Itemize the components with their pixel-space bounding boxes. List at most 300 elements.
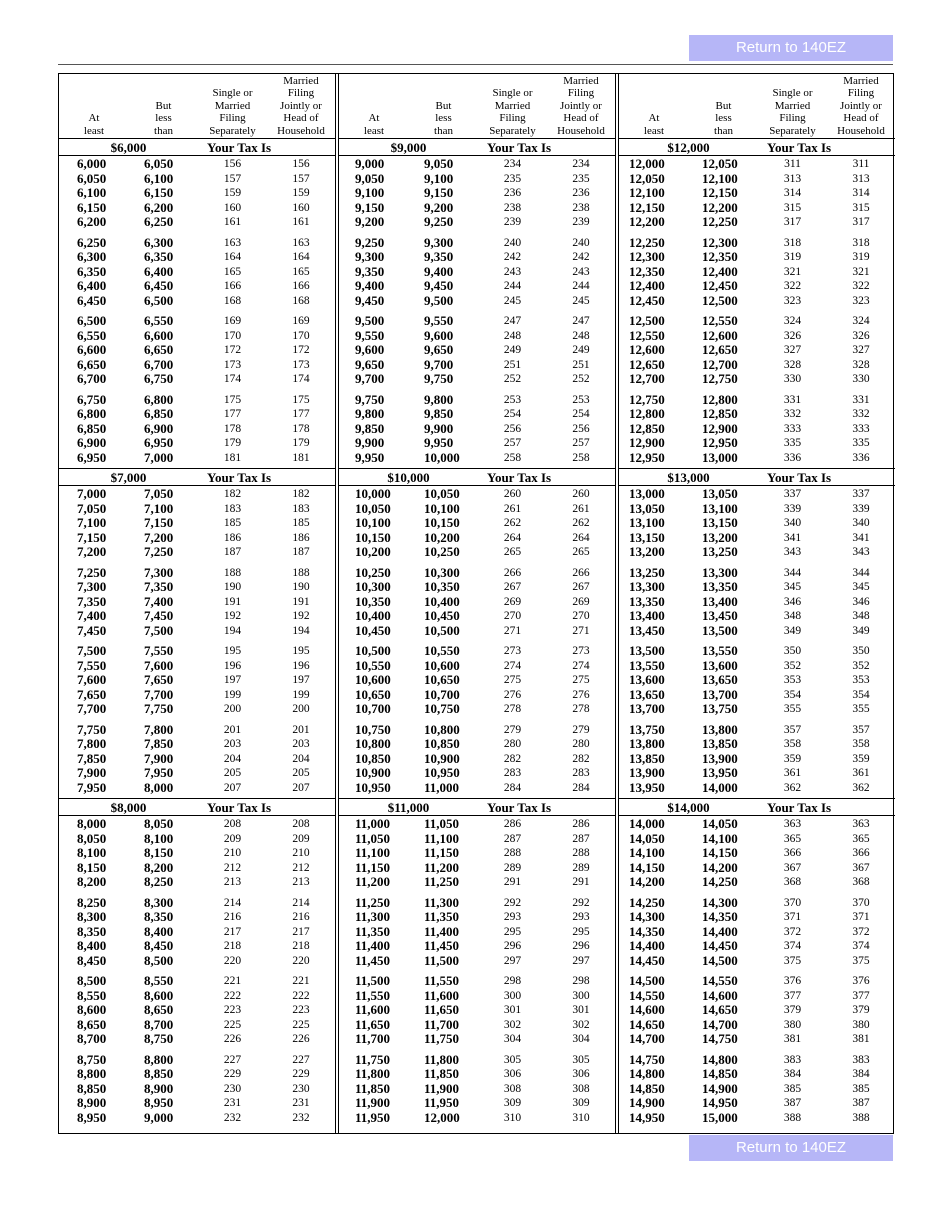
table-row xyxy=(59,609,335,624)
header-at-least-line: At xyxy=(88,112,100,125)
but-less-than-value: 12,450 xyxy=(702,278,738,293)
single-tax-value: 213 xyxy=(223,876,242,888)
at-least-value: 7,600 xyxy=(77,672,107,687)
but-less-than-value: 6,750 xyxy=(144,371,174,386)
income-section xyxy=(59,799,335,1129)
single-tax-value: 363 xyxy=(783,818,802,830)
but-less-than-value: 12,350 xyxy=(702,249,738,264)
table-row xyxy=(339,314,615,329)
table-row xyxy=(339,236,615,251)
return-to-140ez-button[interactable]: Return to 140EZ xyxy=(689,35,893,61)
at-least-value: 10,150 xyxy=(355,529,391,545)
section-body xyxy=(59,156,335,469)
married-tax-value: 208 xyxy=(292,818,310,830)
at-least-value: 8,800 xyxy=(77,1066,107,1081)
but-less-than-value: 8,300 xyxy=(144,894,174,910)
married-tax-value: 173 xyxy=(292,358,310,371)
but-less-than-value: 12,850 xyxy=(702,406,738,421)
married-tax-value: 298 xyxy=(572,975,590,987)
but-less-than-value: 10,300 xyxy=(424,564,460,580)
married-tax-value: 232 xyxy=(292,1111,310,1124)
but-less-than-value: 7,200 xyxy=(144,529,174,545)
but-less-than-value: 13,600 xyxy=(702,657,738,673)
married-tax-value: 270 xyxy=(572,610,590,622)
married-tax-value: 333 xyxy=(852,422,870,435)
single-tax-value: 339 xyxy=(783,502,802,515)
single-tax-value: 218 xyxy=(223,940,242,952)
but-less-than-value: 6,150 xyxy=(144,185,174,200)
single-tax-value: 156 xyxy=(223,158,242,170)
table-row xyxy=(59,358,335,373)
married-tax-value: 317 xyxy=(852,216,870,228)
single-tax-value: 332 xyxy=(783,408,802,420)
married-tax-value: 216 xyxy=(292,911,310,923)
at-least-value: 14,150 xyxy=(629,859,665,875)
at-least-value: 11,050 xyxy=(355,830,391,846)
but-less-than-value: 7,400 xyxy=(144,593,174,609)
at-least-value: 13,600 xyxy=(629,672,665,687)
table-row xyxy=(59,781,335,796)
single-tax-value: 197 xyxy=(223,674,242,686)
single-tax-value: 304 xyxy=(503,1033,522,1045)
but-less-than-value: 7,450 xyxy=(144,608,174,623)
at-least-value: 13,200 xyxy=(629,544,665,559)
but-less-than-value: 7,550 xyxy=(144,643,174,658)
at-least-value: 9,200 xyxy=(355,214,385,229)
table-row xyxy=(619,688,895,703)
table-row xyxy=(619,832,895,847)
married-tax-value: 335 xyxy=(852,437,870,449)
table-row xyxy=(619,925,895,940)
at-least-value: 12,700 xyxy=(629,371,665,386)
married-tax-value: 172 xyxy=(292,344,310,356)
married-tax-value: 363 xyxy=(852,818,870,830)
at-least-value: 6,900 xyxy=(77,435,107,450)
single-tax-value: 178 xyxy=(223,422,242,435)
married-tax-value: 384 xyxy=(852,1068,870,1080)
but-less-than-value: 15,000 xyxy=(702,1109,738,1125)
row-group xyxy=(339,236,615,309)
row-group xyxy=(59,487,335,560)
row-group xyxy=(619,314,895,387)
single-tax-value: 367 xyxy=(783,861,802,874)
table-row xyxy=(339,516,615,531)
section-body xyxy=(59,486,335,799)
but-less-than-value: 9,750 xyxy=(424,371,454,386)
married-tax-value: 260 xyxy=(572,488,590,500)
married-tax-value: 248 xyxy=(572,329,590,342)
but-less-than-value: 10,500 xyxy=(424,622,460,638)
table-row xyxy=(339,566,615,581)
married-tax-value: 357 xyxy=(852,723,870,736)
table-row xyxy=(619,723,895,738)
single-tax-value: 217 xyxy=(223,925,242,938)
but-less-than-value: 14,200 xyxy=(702,859,738,875)
single-tax-value: 302 xyxy=(503,1018,522,1031)
at-least-value: 9,250 xyxy=(355,234,385,250)
married-tax-value: 266 xyxy=(572,566,590,579)
single-tax-value: 361 xyxy=(783,767,802,779)
section-amount: $6,000 xyxy=(110,140,147,155)
at-least-value: 8,050 xyxy=(77,830,107,846)
single-tax-value: 297 xyxy=(503,954,522,967)
table-row xyxy=(619,265,895,280)
table-row xyxy=(59,910,335,925)
but-less-than-value: 6,400 xyxy=(144,263,174,279)
at-least-value: 10,300 xyxy=(355,579,391,594)
married-tax-value: 311 xyxy=(852,158,870,170)
header-married-joint-hoh xyxy=(827,74,895,138)
but-less-than-value: 14,000 xyxy=(702,779,738,795)
but-less-than-value: 9,350 xyxy=(424,249,454,264)
single-tax-value: 344 xyxy=(783,566,802,579)
single-tax-value: 388 xyxy=(783,1111,802,1124)
your-tax-is-label: Your Tax Is xyxy=(767,140,832,155)
table-row xyxy=(339,974,615,989)
but-less-than-value: 11,100 xyxy=(424,830,460,846)
section-header xyxy=(339,799,615,816)
tax-table xyxy=(58,73,894,1134)
at-least-value: 11,350 xyxy=(355,923,391,939)
but-less-than-value: 10,000 xyxy=(424,449,460,465)
but-less-than-value: 13,850 xyxy=(702,736,738,751)
table-row xyxy=(59,172,335,187)
single-tax-value: 183 xyxy=(223,502,242,515)
row-group xyxy=(339,896,615,969)
single-tax-value: 257 xyxy=(503,437,522,449)
header-single-or-mfs-line: Single or xyxy=(492,87,533,100)
but-less-than-value: 7,000 xyxy=(144,449,174,465)
married-tax-value: 345 xyxy=(852,581,870,593)
but-less-than-value: 13,050 xyxy=(702,486,738,501)
married-tax-value: 362 xyxy=(852,781,870,794)
header-but-less-than xyxy=(409,74,478,138)
table-row xyxy=(619,250,895,265)
at-least-value: 14,500 xyxy=(629,973,665,988)
but-less-than-value: 13,550 xyxy=(702,643,738,658)
married-tax-value: 309 xyxy=(572,1097,590,1109)
single-tax-value: 362 xyxy=(783,781,802,794)
at-least-value: 12,500 xyxy=(629,313,665,328)
table-row xyxy=(339,451,615,466)
but-less-than-value: 12,000 xyxy=(424,1109,460,1125)
single-tax-value: 310 xyxy=(503,1111,522,1124)
single-tax-value: 296 xyxy=(503,940,522,952)
income-section xyxy=(59,139,335,469)
at-least-value: 6,600 xyxy=(77,342,107,357)
but-less-than-value: 8,200 xyxy=(144,859,174,875)
single-tax-value: 280 xyxy=(503,738,522,750)
at-least-value: 11,850 xyxy=(355,1080,391,1096)
married-tax-value: 164 xyxy=(292,251,310,263)
table-row xyxy=(339,673,615,688)
but-less-than-value: 12,900 xyxy=(702,420,738,436)
header-but-less-than-line: than xyxy=(154,124,173,137)
married-tax-value: 370 xyxy=(852,896,870,909)
table-row xyxy=(619,1053,895,1068)
header-at-least xyxy=(339,74,409,138)
column-header-row xyxy=(339,74,615,139)
married-tax-value: 293 xyxy=(572,911,590,923)
at-least-value: 11,550 xyxy=(355,987,391,1003)
at-least-value: 12,800 xyxy=(629,406,665,421)
table-row xyxy=(619,279,895,294)
at-least-value: 11,400 xyxy=(355,938,391,953)
header-married-joint-hoh-line: Married xyxy=(563,74,599,87)
but-less-than-value: 9,150 xyxy=(424,185,454,200)
table-row xyxy=(59,294,335,309)
table-row xyxy=(339,644,615,659)
but-less-than-value: 11,150 xyxy=(424,845,460,860)
at-least-value: 10,350 xyxy=(355,593,391,609)
but-less-than-value: 10,450 xyxy=(424,608,460,623)
but-less-than-value: 8,250 xyxy=(144,874,174,889)
table-row xyxy=(619,702,895,717)
table-row xyxy=(339,502,615,517)
at-least-value: 10,750 xyxy=(355,721,391,737)
at-least-value: 11,100 xyxy=(355,845,391,860)
row-group xyxy=(619,236,895,309)
married-tax-value: 287 xyxy=(572,832,590,845)
but-less-than-value: 10,700 xyxy=(424,686,460,702)
table-row xyxy=(339,925,615,940)
at-least-value: 14,300 xyxy=(629,909,665,924)
single-tax-value: 207 xyxy=(223,781,242,794)
header-single-or-mfs-line: Married xyxy=(494,99,531,112)
income-section xyxy=(339,799,615,1129)
at-least-value: 10,200 xyxy=(355,544,391,559)
at-least-value: 10,850 xyxy=(355,750,391,766)
at-least-value: 10,550 xyxy=(355,657,391,673)
table-row xyxy=(339,580,615,595)
at-least-value: 8,250 xyxy=(77,894,107,910)
table-row xyxy=(619,294,895,309)
at-least-value: 13,150 xyxy=(629,529,665,545)
but-less-than-value: 8,050 xyxy=(144,816,174,831)
table-row xyxy=(339,1067,615,1082)
single-tax-value: 248 xyxy=(503,329,522,342)
married-tax-value: 343 xyxy=(852,546,870,558)
single-tax-value: 365 xyxy=(783,832,802,845)
but-less-than-value: 6,450 xyxy=(144,278,174,293)
at-least-value: 6,800 xyxy=(77,406,107,421)
single-tax-value: 286 xyxy=(503,818,522,830)
section-header xyxy=(619,799,895,816)
at-least-value: 14,650 xyxy=(629,1016,665,1032)
but-less-than-value: 8,000 xyxy=(144,779,174,795)
married-tax-value: 330 xyxy=(852,373,870,385)
single-tax-value: 349 xyxy=(783,624,802,637)
but-less-than-value: 14,750 xyxy=(702,1031,738,1046)
at-least-value: 12,950 xyxy=(629,449,665,465)
married-tax-value: 247 xyxy=(572,315,590,327)
single-tax-value: 275 xyxy=(503,674,522,686)
married-tax-value: 254 xyxy=(572,408,590,420)
single-tax-value: 305 xyxy=(503,1053,522,1066)
but-less-than-value: 11,400 xyxy=(424,923,460,939)
single-tax-value: 276 xyxy=(503,688,522,701)
single-tax-value: 209 xyxy=(223,832,242,845)
married-tax-value: 192 xyxy=(292,610,310,622)
but-less-than-value: 8,600 xyxy=(144,987,174,1003)
table-row xyxy=(59,1096,335,1111)
your-tax-is-label: Your Tax Is xyxy=(207,470,272,485)
at-least-value: 9,750 xyxy=(355,391,385,407)
table-row xyxy=(339,989,615,1004)
married-tax-value: 235 xyxy=(572,172,590,185)
table-row xyxy=(59,817,335,832)
section-amount: $10,000 xyxy=(387,470,430,485)
single-tax-value: 335 xyxy=(783,437,802,449)
at-least-value: 13,850 xyxy=(629,750,665,766)
header-single-or-mfs-line: Filing xyxy=(219,112,246,125)
table-row xyxy=(339,407,615,422)
table-row xyxy=(339,752,615,767)
table-row xyxy=(59,989,335,1004)
header-but-less-than xyxy=(129,74,198,138)
married-tax-value: 207 xyxy=(292,781,310,794)
married-tax-value: 276 xyxy=(572,688,590,701)
married-tax-value: 321 xyxy=(852,265,870,278)
at-least-value: 8,750 xyxy=(77,1051,107,1067)
your-tax-is-label: Your Tax Is xyxy=(767,470,832,485)
single-tax-value: 230 xyxy=(223,1082,242,1095)
header-single-or-mfs-line: Single or xyxy=(772,87,813,100)
table-row xyxy=(59,896,335,911)
at-least-value: 14,350 xyxy=(629,923,665,939)
table-row xyxy=(339,817,615,832)
but-less-than-value: 10,950 xyxy=(424,765,460,780)
married-tax-value: 359 xyxy=(852,752,870,765)
at-least-value: 8,900 xyxy=(77,1095,107,1110)
at-least-value: 11,250 xyxy=(355,894,391,910)
single-tax-value: 323 xyxy=(783,294,802,307)
married-tax-value: 300 xyxy=(572,989,590,1002)
table-row xyxy=(339,1003,615,1018)
section-body xyxy=(339,816,615,1129)
return-to-140ez-button-bottom[interactable]: Return to 140EZ xyxy=(689,1135,893,1161)
single-tax-value: 200 xyxy=(223,703,242,715)
but-less-than-value: 14,600 xyxy=(702,987,738,1003)
section-header xyxy=(339,139,615,156)
but-less-than-value: 6,200 xyxy=(144,199,174,215)
at-least-value: 8,950 xyxy=(77,1109,107,1125)
header-single-or-mfs-line: Filing xyxy=(499,112,526,125)
married-tax-value: 336 xyxy=(852,451,870,464)
at-least-value: 6,700 xyxy=(77,371,107,386)
but-less-than-value: 11,550 xyxy=(424,973,460,988)
table-row xyxy=(59,1018,335,1033)
single-tax-value: 293 xyxy=(503,911,522,923)
married-tax-value: 238 xyxy=(572,201,590,214)
section-header xyxy=(339,469,615,486)
married-tax-value: 264 xyxy=(572,531,590,544)
table-row xyxy=(619,939,895,954)
single-tax-value: 188 xyxy=(223,566,242,579)
but-less-than-value: 12,100 xyxy=(702,170,738,186)
but-less-than-value: 14,100 xyxy=(702,830,738,846)
header-but-less-than-line: than xyxy=(714,124,733,137)
married-tax-value: 326 xyxy=(852,329,870,342)
header-but-less-than-line: But xyxy=(715,99,732,112)
at-least-value: 9,300 xyxy=(355,249,385,264)
single-tax-value: 333 xyxy=(783,422,802,435)
table-row xyxy=(339,358,615,373)
but-less-than-value: 10,200 xyxy=(424,529,460,545)
single-tax-value: 284 xyxy=(503,781,522,794)
but-less-than-value: 10,850 xyxy=(424,736,460,751)
but-less-than-value: 6,650 xyxy=(144,342,174,357)
at-least-value: 10,700 xyxy=(355,701,391,716)
single-tax-value: 288 xyxy=(503,847,522,859)
but-less-than-value: 6,250 xyxy=(144,214,174,229)
married-tax-value: 156 xyxy=(292,158,310,170)
but-less-than-value: 13,750 xyxy=(702,701,738,716)
table-row xyxy=(339,1096,615,1111)
single-tax-value: 179 xyxy=(223,437,242,449)
but-less-than-value: 13,650 xyxy=(702,672,738,687)
at-least-value: 11,650 xyxy=(355,1016,391,1032)
at-least-value: 11,800 xyxy=(355,1066,391,1081)
at-least-value: 14,050 xyxy=(629,830,665,846)
header-single-or-mfs-line: Single or xyxy=(212,87,253,100)
single-tax-value: 301 xyxy=(503,1004,522,1016)
but-less-than-value: 8,100 xyxy=(144,830,174,846)
married-tax-value: 262 xyxy=(572,517,590,529)
section-body xyxy=(619,486,895,799)
row-group xyxy=(59,1053,335,1126)
at-least-value: 12,200 xyxy=(629,214,665,229)
but-less-than-value: 9,550 xyxy=(424,313,454,328)
table-row xyxy=(339,781,615,796)
married-tax-value: 201 xyxy=(292,723,310,736)
header-single-or-mfs-line: Separately xyxy=(209,124,256,137)
but-less-than-value: 13,800 xyxy=(702,721,738,737)
single-tax-value: 311 xyxy=(784,158,801,170)
header-but-less-than-line: less xyxy=(155,112,172,125)
single-tax-value: 247 xyxy=(503,315,522,327)
table-row xyxy=(619,1067,895,1082)
married-tax-value: 324 xyxy=(852,315,870,327)
but-less-than-value: 10,250 xyxy=(424,544,460,559)
table-row xyxy=(59,215,335,230)
table-row xyxy=(619,595,895,610)
single-tax-value: 177 xyxy=(223,408,242,420)
but-less-than-value: 13,150 xyxy=(702,515,738,530)
married-tax-value: 200 xyxy=(292,703,310,715)
but-less-than-value: 14,550 xyxy=(702,973,738,988)
at-least-value: 11,200 xyxy=(355,874,391,889)
married-tax-value: 257 xyxy=(572,437,590,449)
married-tax-value: 185 xyxy=(292,517,310,529)
single-tax-value: 283 xyxy=(503,767,522,779)
table-row xyxy=(619,846,895,861)
at-least-value: 9,000 xyxy=(355,156,385,171)
header-single-or-mfs-line: Filing xyxy=(779,112,806,125)
but-less-than-value: 14,950 xyxy=(702,1095,738,1110)
single-tax-value: 317 xyxy=(783,216,802,228)
but-less-than-value: 14,850 xyxy=(702,1066,738,1081)
single-tax-value: 385 xyxy=(783,1082,802,1095)
row-group xyxy=(59,817,335,890)
married-tax-value: 256 xyxy=(572,422,590,435)
married-tax-value: 331 xyxy=(852,393,870,406)
but-less-than-value: 7,800 xyxy=(144,721,174,737)
at-least-value: 7,300 xyxy=(77,579,107,594)
header-married-joint-hoh-line: Household xyxy=(277,124,325,137)
table-row xyxy=(339,1111,615,1126)
row-group xyxy=(619,1053,895,1126)
